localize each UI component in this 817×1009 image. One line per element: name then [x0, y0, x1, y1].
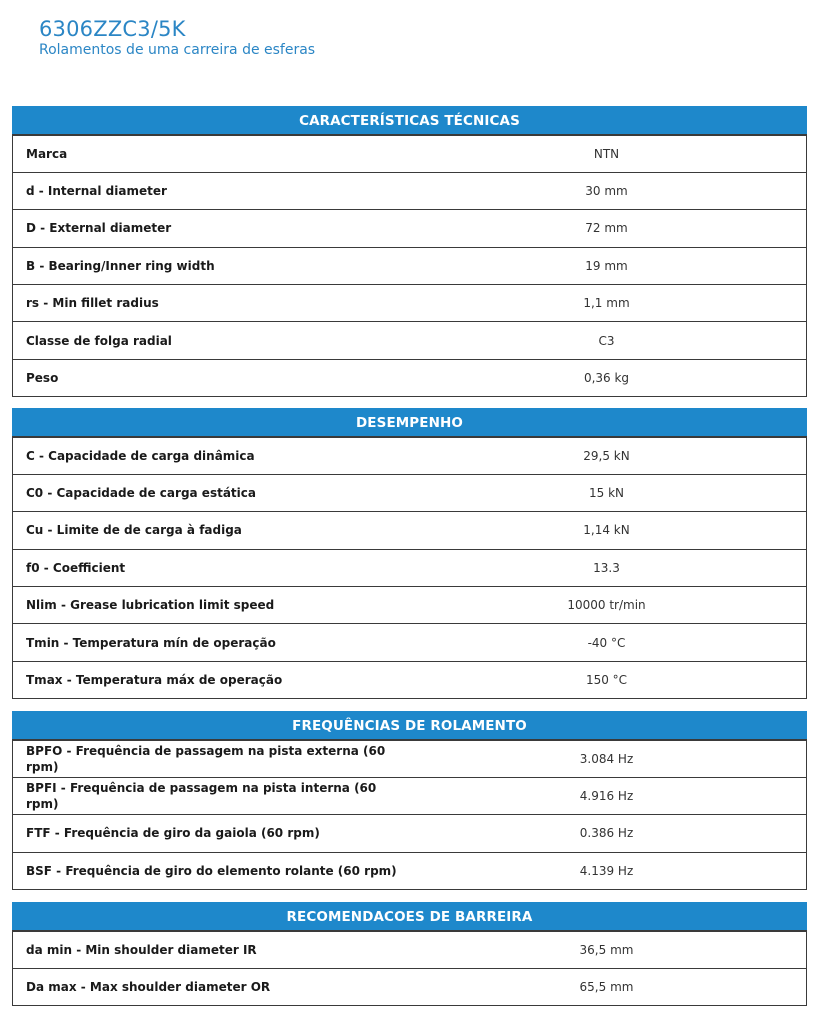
row-label: Cu - Limite de de carga à fadiga — [13, 512, 407, 549]
section-recomendacoes-de-barreira — [12, 902, 807, 1006]
row-label: Da max - Max shoulder diameter OR — [13, 968, 407, 1005]
section-header: CARACTERÍSTICAS TÉCNICAS — [12, 106, 807, 134]
row-label: Peso — [13, 359, 407, 396]
row-label: d - Internal diameter — [13, 172, 407, 209]
table-row — [13, 931, 807, 968]
table-row — [13, 815, 807, 852]
row-value: -40 °C — [407, 624, 807, 661]
table-row — [13, 587, 807, 624]
row-label: BSF - Frequência de giro do elemento rolante (60 rpm) — [13, 852, 407, 889]
row-label: C - Capacidade de carga dinâmica — [13, 437, 407, 474]
row-value: C3 — [407, 322, 807, 359]
table-row — [13, 852, 807, 889]
section-header: DESEMPENHO — [12, 408, 807, 436]
table-row — [13, 247, 807, 284]
product-subtitle: Rolamentos de uma carreira de esferas — [39, 42, 316, 58]
spec-table — [12, 739, 807, 890]
table-row — [13, 210, 807, 247]
row-value: 13.3 — [407, 549, 807, 586]
table-row — [13, 359, 807, 396]
row-value: 4.139 Hz — [407, 852, 807, 889]
table-row — [13, 968, 807, 1005]
spec-table — [12, 436, 807, 699]
row-label: Marca — [13, 135, 407, 172]
row-value: 3.084 Hz — [407, 740, 807, 777]
row-label: Tmax - Temperatura máx de operação — [13, 661, 407, 698]
row-label: BPFI - Frequência de passagem na pista interna (60 rpm) — [13, 777, 407, 814]
table-row — [13, 172, 807, 209]
row-value: 150 °C — [407, 661, 807, 698]
table-row — [13, 624, 807, 661]
row-label: da min - Min shoulder diameter IR — [13, 931, 407, 968]
row-value: 72 mm — [407, 210, 807, 247]
table-row — [13, 285, 807, 322]
row-value: 15 kN — [407, 474, 807, 511]
section-frequencias-de-rolamento — [12, 711, 807, 890]
table-row — [13, 661, 807, 698]
row-label: FTF - Frequência de giro da gaiola (60 rpm) — [13, 815, 407, 852]
table-row — [13, 740, 807, 777]
row-value: 19 mm — [407, 247, 807, 284]
row-value: 36,5 mm — [407, 931, 807, 968]
spec-table — [12, 930, 807, 1006]
table-row — [13, 474, 807, 511]
row-value: 0.386 Hz — [407, 815, 807, 852]
table-row — [13, 322, 807, 359]
spec-table — [12, 134, 807, 397]
section-header: RECOMENDACOES DE BARREIRA — [12, 902, 807, 930]
product-code: 6306ZZC3/5K — [39, 17, 186, 41]
row-value: NTN — [407, 135, 807, 172]
row-label: D - External diameter — [13, 210, 407, 247]
table-row — [13, 135, 807, 172]
row-value: 65,5 mm — [407, 968, 807, 1005]
table-row — [13, 512, 807, 549]
row-label: Nlim - Grease lubrication limit speed — [13, 587, 407, 624]
row-value: 1,14 kN — [407, 512, 807, 549]
row-label: Tmin - Temperatura mín de operação — [13, 624, 407, 661]
row-label: f0 - Coefficient — [13, 549, 407, 586]
row-label: rs - Min fillet radius — [13, 285, 407, 322]
row-value: 0,36 kg — [407, 359, 807, 396]
table-row — [13, 437, 807, 474]
section-caracteristicas-tecnicas — [12, 106, 807, 397]
row-label: C0 - Capacidade de carga estática — [13, 474, 407, 511]
row-label: BPFO - Frequência de passagem na pista externa (60 rpm) — [13, 740, 407, 777]
section-header: FREQUÊNCIAS DE ROLAMENTO — [12, 711, 807, 739]
row-value: 29,5 kN — [407, 437, 807, 474]
page-header — [39, 16, 315, 59]
row-label: B - Bearing/Inner ring width — [13, 247, 407, 284]
table-row — [13, 549, 807, 586]
section-desempenho — [12, 408, 807, 699]
table-row — [13, 777, 807, 814]
row-value: 10000 tr/min — [407, 587, 807, 624]
row-value: 1,1 mm — [407, 285, 807, 322]
row-label: Classe de folga radial — [13, 322, 407, 359]
row-value: 4.916 Hz — [407, 777, 807, 814]
row-value: 30 mm — [407, 172, 807, 209]
